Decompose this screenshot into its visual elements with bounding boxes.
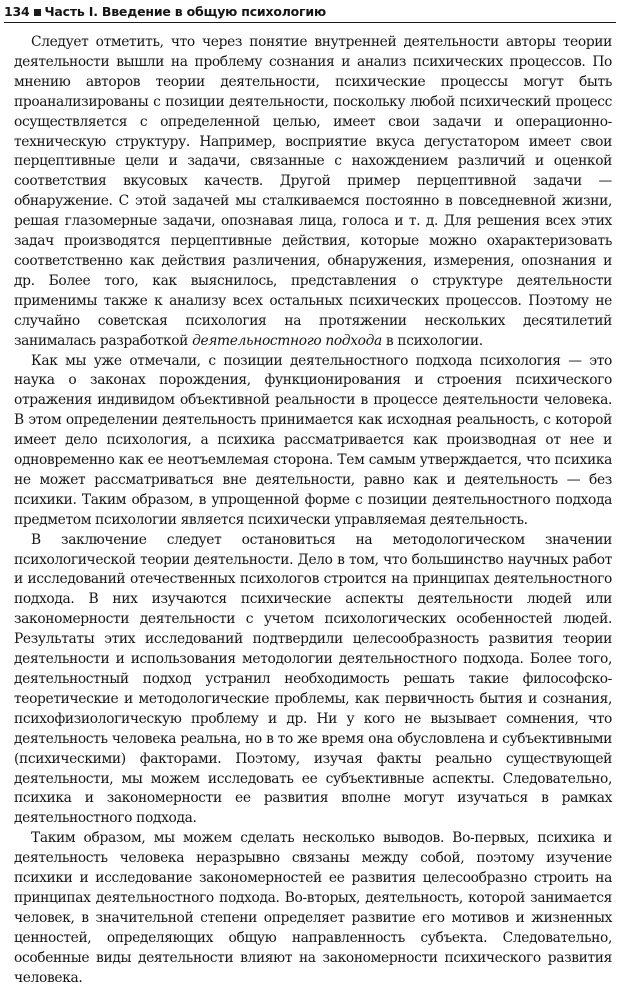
- paragraph-1-tail: в психологии.: [381, 332, 483, 349]
- square-bullet-icon: [34, 9, 41, 16]
- paragraph-1-text: Следует отметить, что через понятие внутренней деятельности авторы теории деятельности вышли на проблему сознания и анализ психических процессов. По мнению авторов теории деятельности, психические процессы могут быть проанализированы с позиции деятельности, поскольку любой психический процесс осуществляется с определенной целью, имеет свои задачи и операционно-техническую структуру. Например, восприятие вкуса дегустатором имеет свои перцептивные цели и задачи, связанные с нахождением различий и оценкой соответствия вкусовых качеств. Другой пример перцептивной задачи — обнаружение. С этой задачей мы сталкиваемся постоянно в повседневной жизни, решая глазомерные задачи, опознавая лица, голоса и т. д. Для решения всех этих задач производятся перцептивные действия, которые можно охарактеризовать соответственно как действия различения, обнаружения, измерения, опознания и др. Более того, как выяснилось, представления о структуре деятельности применимы также к анализу всех остальных психических процессов. Поэтому не случайно советская психология на протяжении нескольких десятилетий занималась разработкой: [14, 34, 612, 349]
- paragraph-4: Таким образом, мы можем сделать несколько выводов. Во-первых, психика и деятельность человека неразрывно связаны между собой, поэтому изучение психики и исследование закономерностей ее развития целесообразно строить на принципах деятельностного подхода. Во-вторых, деятельность, которой занимается человек, в значительной степени определяет развитие его мотивов и жизненных ценностей, определяющих общую направленность субъекта. Следовательно, особенные виды деятельности влияют на закономерности психического развития человека.: [14, 830, 612, 986]
- section-title: Часть I. Введение в общую психологию: [44, 4, 326, 19]
- page-number: 134: [4, 4, 30, 19]
- paragraph-3: В заключение следует остановиться на методологическом значении психологической теории деятельности. Дело в том, что большинство научных работ и исследований отечественных психологов строится на принципах деятельностного подхода. В них изучаются психические аспекты деятельности людей или закономерности деятельности с учетом психологических особенностей людей. Результаты этих исследований подтвердили целесообразность развития теории деятельности и использования методологии деятельностного подхода. Более того, деятельностный подход устранил необходимость решать такие философско-теоретические и методологические проблемы, как первичность бытия и сознания, психофизиологическую проблему и др. Ни у кого не вызывает сомнения, что деятельность человека реальна, но в то же время она обусловлена и субъективными (психическими) факторами. Поэтому, изучая факты реально существующей деятельности, мы можем исследовать ее субъективные аспекты. Следовательно, психика и закономерности ее развития вполне могут изучаться в рамках деятельностного подхода.: [14, 531, 612, 827]
- paragraph-2: Как мы уже отмечали, с позиции деятельностного подхода психология — это наука о законах порождения, функционирования и строения психического отражения индивидом объективной реальности в процессе деятельности человека. В этом определении деятельность принимается как исходная реальность, с которой имеет дело психология, а психика рассматривается как производная от нее и одновременно как ее неотъемлемая сторона. Тем самым утверждается, что психика не может рассматриваться вне деятельности, равно как и деятельность — без психики. Таким образом, в упрощенной форме с позиции деятельностного подхода предметом психологии является психически управляемая деятельность.: [14, 352, 612, 528]
- paragraph-1: [14, 33, 612, 352]
- body-text: [14, 33, 612, 989]
- running-head: [4, 2, 616, 23]
- emphasis-term: деятельностного подхода: [192, 332, 382, 349]
